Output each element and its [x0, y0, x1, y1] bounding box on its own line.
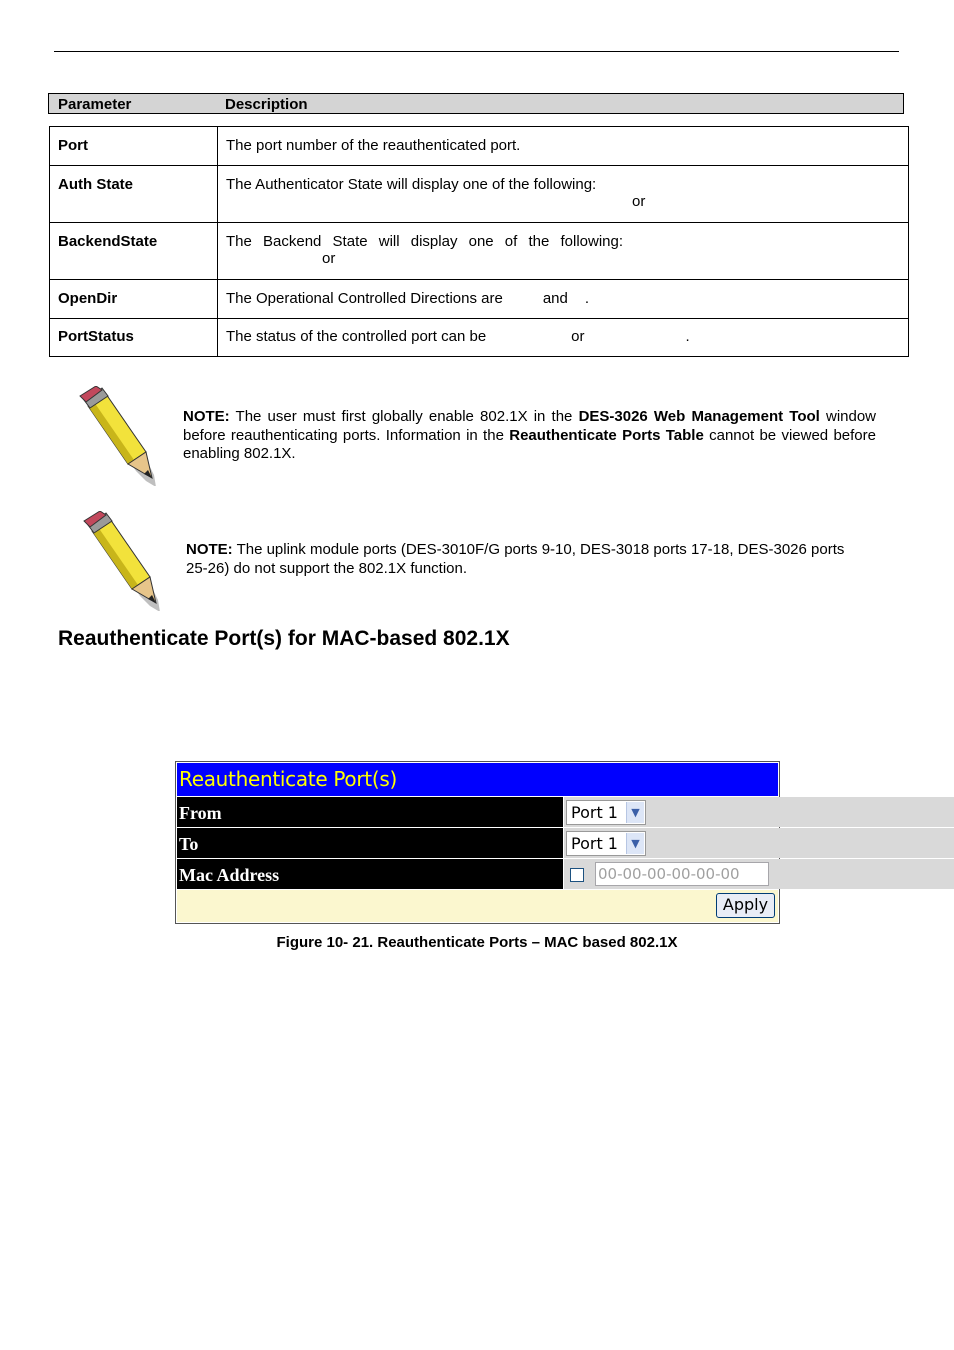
to-port-select[interactable]: [566, 831, 646, 856]
note-globally-enable: [183, 408, 876, 464]
param-desc-cell: [218, 223, 909, 280]
parameter-table: [49, 126, 909, 357]
param-desc-cell: [218, 280, 909, 319]
table-row: [50, 166, 909, 223]
param-desc-line2: or: [322, 250, 336, 267]
mac-address-label: Mac Address: [177, 859, 563, 889]
to-label: To: [177, 828, 563, 858]
table-row: [50, 223, 909, 280]
param-name: OpenDir: [50, 280, 218, 319]
note-bold-text: Reauthenticate Ports Table: [509, 426, 704, 444]
panel-footer: [177, 890, 778, 922]
from-row: [564, 797, 954, 827]
param-desc-cell: [218, 319, 909, 357]
note-text: The uplink module ports (DES-3010F/G ports 9-10, DES-3018 ports 17-18, DES-3026 ports 25-26) do not support the 802.1X function.: [186, 541, 845, 577]
param-desc-mid: and: [542, 290, 568, 307]
top-rule: [54, 51, 899, 52]
param-name: Auth State: [50, 166, 218, 223]
param-name: PortStatus: [50, 319, 218, 357]
pencil-icon: [78, 511, 168, 611]
chevron-down-icon[interactable]: ▼: [626, 802, 644, 823]
param-desc-mid: or: [571, 328, 585, 345]
table-row: [50, 319, 909, 357]
mac-address-checkbox[interactable]: [570, 868, 584, 882]
mac-address-row: [564, 859, 954, 889]
panel-title: Reauthenticate Port(s): [177, 763, 778, 796]
note-uplink-ports: [186, 541, 866, 578]
table-row: [50, 127, 909, 166]
param-desc-line2: or: [632, 193, 646, 210]
table-row: [50, 280, 909, 319]
param-desc: The Authenticator State will display one of the following:: [226, 176, 597, 193]
param-name: BackendState: [50, 223, 218, 280]
note-text: cannot be viewed before enabling 802.1X.: [183, 426, 876, 462]
from-label: From: [177, 797, 563, 827]
param-desc: The Operational Controlled Directions are: [226, 290, 503, 307]
figure-caption: Figure 10- 21. Reauthenticate Ports – MAC based 802.1X: [276, 934, 678, 951]
param-desc: The port number of the reauthenticated port.: [218, 127, 909, 166]
note-text: window before reauthenticating ports. Information in the: [183, 408, 877, 444]
header-description: Description: [225, 96, 308, 113]
note-label: NOTE:: [183, 408, 230, 425]
to-row: [564, 828, 954, 858]
reauthenticate-ports-panel: [175, 761, 780, 924]
from-port-select[interactable]: [566, 800, 646, 825]
param-name: Port: [50, 127, 218, 166]
header-parameter: Parameter: [58, 96, 132, 113]
param-desc-end: .: [685, 328, 690, 345]
from-port-value: Port 1: [571, 803, 618, 822]
param-desc: The status of the controlled port can be: [226, 328, 487, 345]
param-desc-cell: [218, 166, 909, 223]
note-text: The user must first globally enable 802.1X in the: [229, 408, 579, 425]
section-title: Reauthenticate Port(s) for MAC-based 802.1X: [58, 627, 510, 650]
param-desc: The Backend State will display one of the following:: [226, 233, 624, 250]
note-bold-text: DES-3026 Web Management Tool: [578, 408, 820, 425]
parameter-table-header: [48, 93, 904, 114]
note-label: NOTE:: [186, 541, 233, 558]
apply-button[interactable]: Apply: [716, 893, 775, 918]
param-desc-end: .: [584, 290, 590, 307]
mac-address-input[interactable]: 00-00-00-00-00-00: [595, 862, 769, 886]
to-port-value: Port 1: [571, 834, 618, 853]
pencil-icon: [74, 386, 164, 486]
chevron-down-icon[interactable]: ▼: [626, 833, 644, 854]
